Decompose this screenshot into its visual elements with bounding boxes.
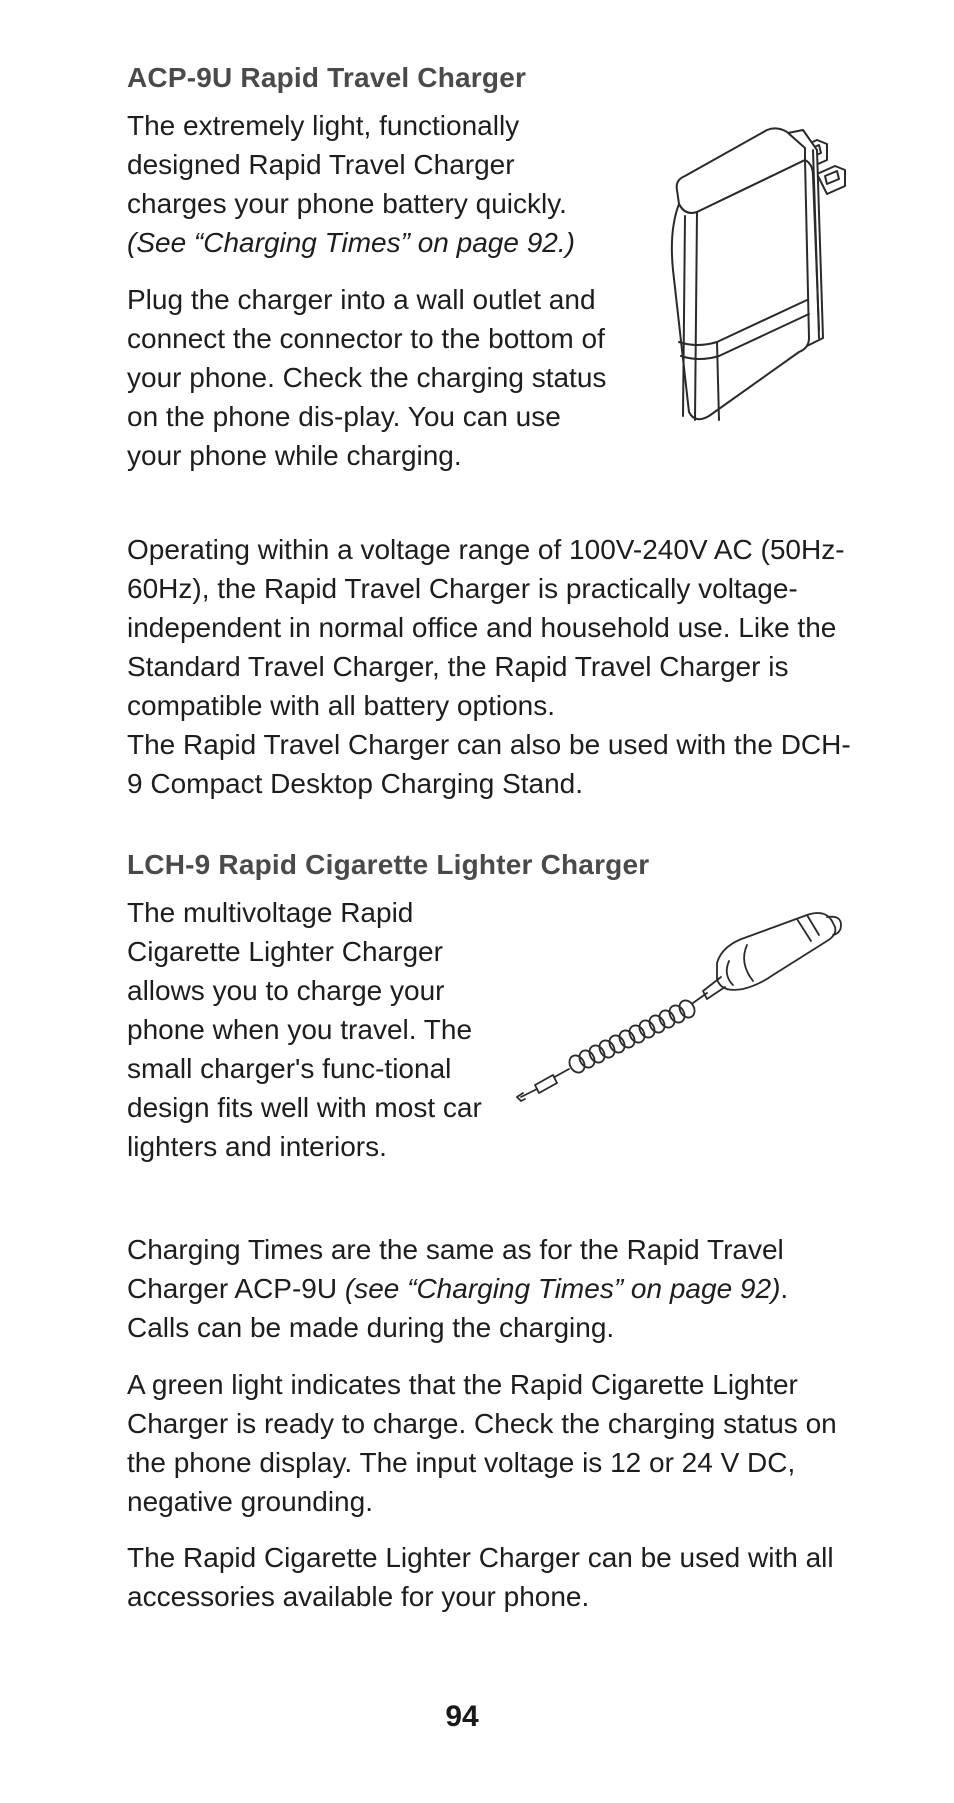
- lch9-para2-text: Charging Times are the same as for the Rapid Travel Charger ACP-9U: [127, 1234, 784, 1304]
- car-charger-illustration: [507, 905, 847, 1105]
- acp9u-intro-text: The extremely light, functionally designed Rapid Travel Charger charges your phone battery quickly.: [127, 110, 567, 219]
- acp9u-para3b: The Rapid Travel Charger can also be used with the DCH-9 Compact Desktop Charging Stand.: [127, 729, 851, 799]
- acp9u-intro: [127, 106, 617, 262]
- lch9-para3: A green light indicates that the Rapid Cigarette Lighter Charger is ready to charge. Check the charging status on the phone display. The input voltage is 12 or 24 V DC, negative grounding.: [127, 1369, 837, 1517]
- acp9u-para3a: Operating within a voltage range of 100V-240V AC (50Hz-60Hz), the Rapid Travel Charger is practically voltage-independent in normal office and household use. Like the Standard Travel Charger, the Rapid Travel Charger is compatible with all battery options.: [127, 534, 845, 721]
- manual-page: [127, 0, 851, 1803]
- lch9-para4: The Rapid Cigarette Lighter Charger can be used with all accessories available for your phone.: [127, 1542, 834, 1612]
- heading-acp9u: ACP-9U Rapid Travel Charger: [127, 62, 527, 93]
- acp9u-intro-ref: (See “Charging Times” on page 92.): [127, 227, 575, 258]
- acp9u-para2: Plug the charger into a wall outlet and connect the connector to the bottom of your phone. Check the charging status on the phone dis-play. You can use your phone while charging.: [127, 284, 607, 471]
- acp9u-para3: [127, 530, 852, 803]
- page-number: 94: [445, 1700, 479, 1733]
- lch9-para2-tail: . Calls can be made during the charging.: [127, 1273, 789, 1343]
- lch9-para2-ref: (see “Charging Times” on page 92): [344, 1273, 781, 1304]
- lch9-para1: The multivoltage Rapid Cigarette Lighter Charger allows you to charge your phone when you travel. The small charger's func-tional design fits well with most car lighters and interiors.: [127, 897, 482, 1162]
- lch9-para2: [127, 1230, 852, 1347]
- wall-charger-illustration: [637, 120, 877, 440]
- heading-lch9: LCH-9 Rapid Cigarette Lighter Charger: [127, 849, 650, 880]
